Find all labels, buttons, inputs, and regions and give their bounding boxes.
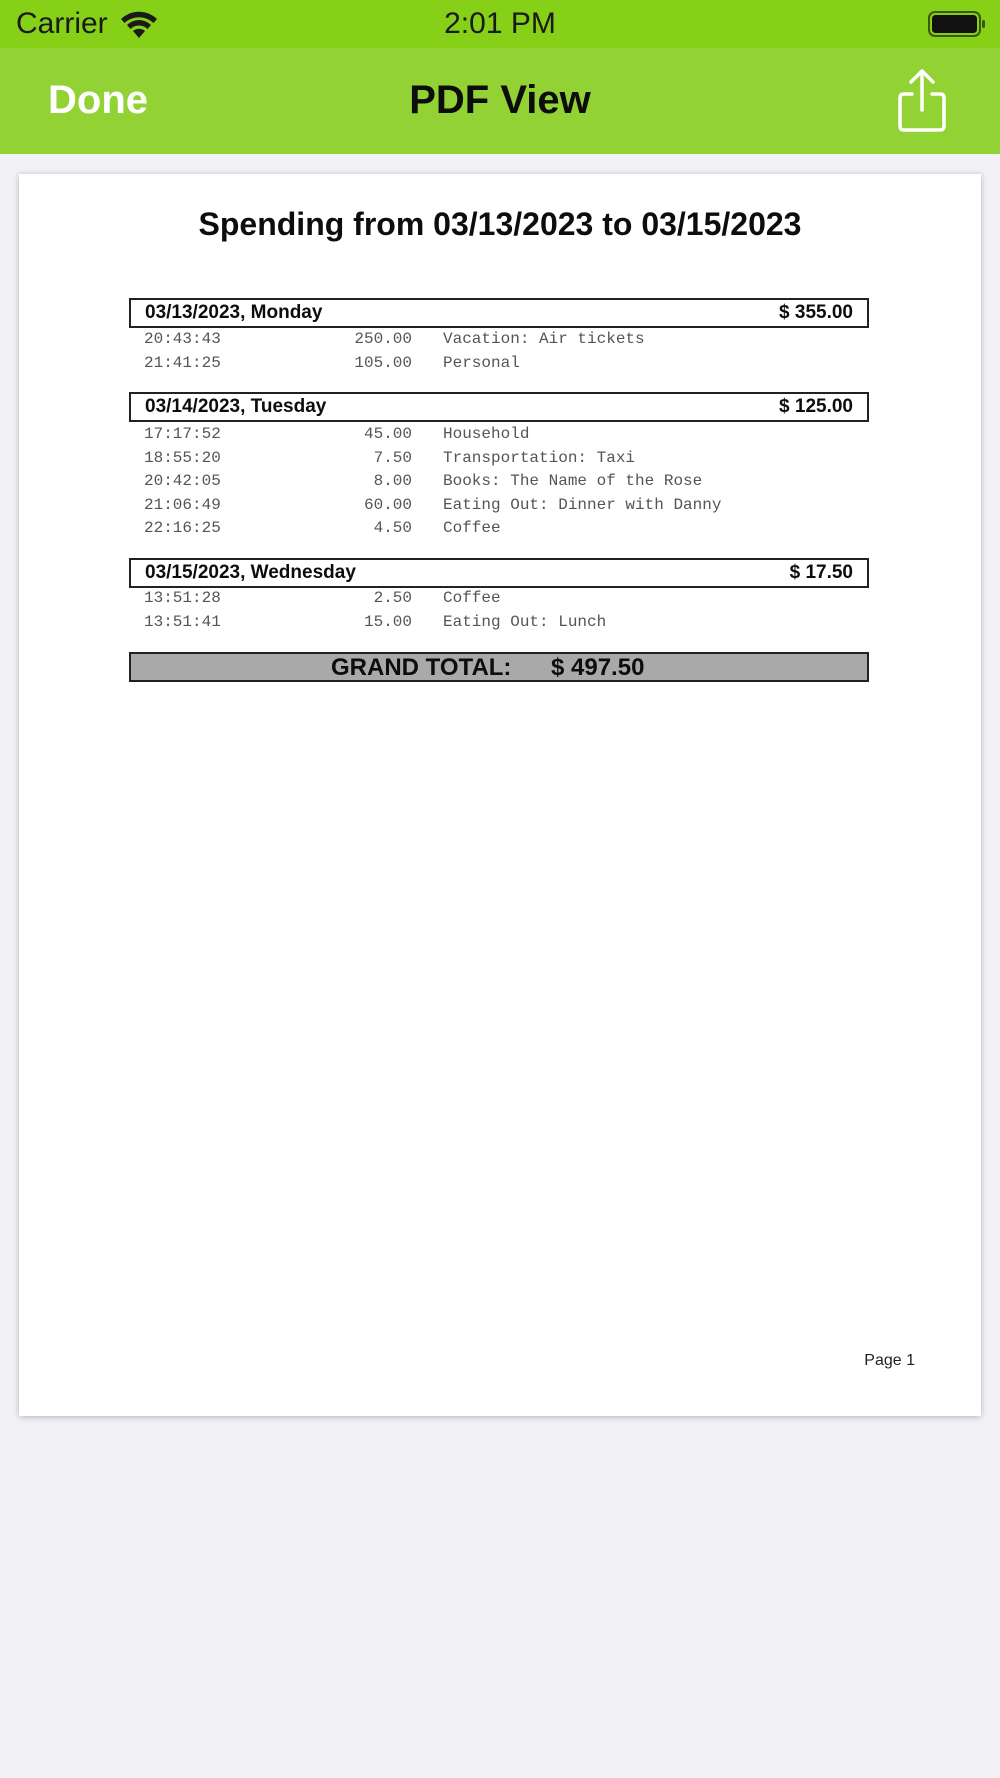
entry-time: 20:43:43 [144,330,221,348]
table-row [19,494,981,516]
entry-description: Coffee [443,589,501,607]
day-total: $ 17.50 [789,562,853,583]
entry-description: Eating Out: Dinner with Danny [443,496,722,514]
share-icon[interactable] [894,68,950,134]
entry-amount: 2.50 [373,589,412,607]
entry-amount: 105.00 [354,354,412,372]
table-row [19,587,981,609]
entry-amount: 60.00 [363,496,412,514]
carrier-label: Carrier [16,7,108,40]
entry-time: 13:51:28 [144,589,221,607]
entry-time: 21:41:25 [144,354,221,372]
page-number: Page 1 [864,1352,915,1369]
entry-description: Household [443,425,530,443]
entry-time: 20:42:05 [144,472,221,490]
entry-time: 18:55:20 [144,449,221,467]
day-header [129,392,869,422]
table-row [19,470,981,492]
navigation-bar [0,48,1000,154]
table-row [19,352,981,374]
entry-description: Personal [443,354,520,372]
table-row [19,611,981,633]
table-row [19,423,981,445]
pdf-page [19,174,981,1416]
entry-description: Books: The Name of the Rose [443,472,703,490]
entry-description: Eating Out: Lunch [443,613,607,631]
day-label: 03/14/2023, Tuesday [145,396,327,417]
status-time: 2:01 PM [444,7,556,40]
entry-time: 22:16:25 [144,519,221,537]
day-header [129,558,869,588]
table-row [19,328,981,350]
day-label: 03/13/2023, Monday [145,302,323,323]
entry-amount: 8.00 [373,472,412,490]
done-button[interactable]: Done [48,78,148,122]
entry-amount: 45.00 [363,425,412,443]
entry-description: Vacation: Air tickets [443,330,645,348]
entry-amount: 15.00 [363,613,412,631]
entry-description: Transportation: Taxi [443,449,636,467]
day-header [129,298,869,328]
nav-title: PDF View [409,78,591,122]
entry-amount: 7.50 [373,449,412,467]
grand-total-amount: $ 497.50 [551,654,645,681]
table-row [19,517,981,539]
entry-time: 17:17:52 [144,425,221,443]
entry-time: 13:51:41 [144,613,221,631]
status-bar [0,0,1000,48]
document-title: Spending from 03/13/2023 to 03/15/2023 [198,206,802,242]
grand-total-label: GRAND TOTAL: [331,654,512,681]
entry-time: 21:06:49 [144,496,221,514]
day-total: $ 125.00 [779,396,853,417]
grand-total-bar [129,652,869,682]
entry-amount: 4.50 [373,519,412,537]
entry-amount: 250.00 [354,330,412,348]
table-row [19,447,981,469]
entry-description: Coffee [443,519,501,537]
day-label: 03/15/2023, Wednesday [145,562,356,583]
battery-icon [928,10,986,38]
day-total: $ 355.00 [779,302,853,323]
